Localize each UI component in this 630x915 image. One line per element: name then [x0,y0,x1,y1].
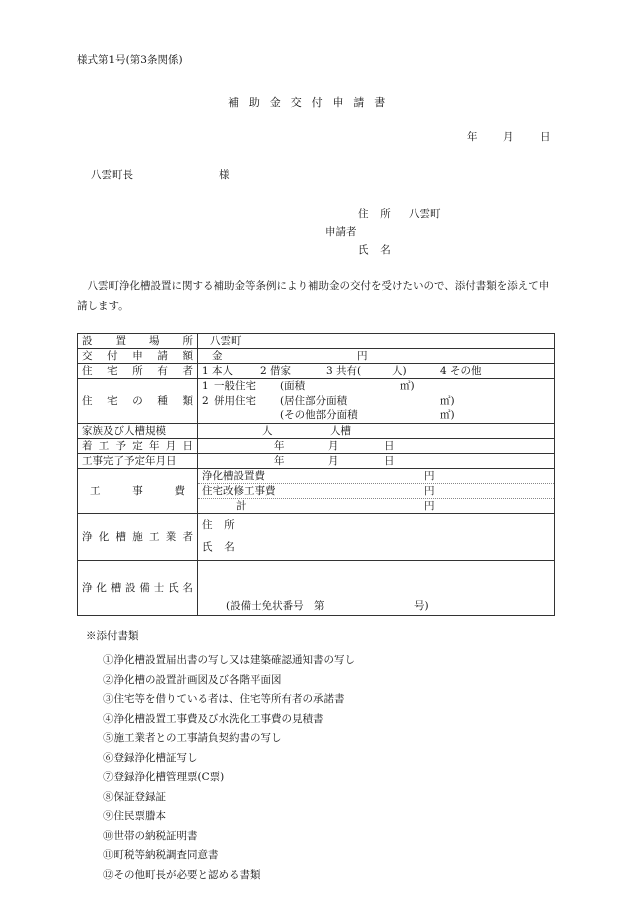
family-field[interactable] [198,424,555,439]
end-date-year: 年 [274,455,285,467]
cost-item-total [198,499,554,513]
house-type-line-1 [202,379,550,394]
row-family [78,424,555,439]
house-type-area-label: (面積 [280,380,306,393]
location-label: 設 置 場 所 [82,335,193,347]
date-month: 月 [503,131,514,143]
attachment-item: ⑧保証登録証 [103,790,166,803]
cost-total-name: 計 [236,500,247,512]
start-date-field[interactable] [198,439,555,454]
engineer-license-mid: 第 [314,600,325,612]
engineer-license-prefix: (設備士免状番号 [226,600,304,612]
house-type-label: 住 宅 の 種 類 [82,395,193,407]
row-end-date [78,454,555,469]
grant-unit: 円 [357,350,368,362]
attachment-item: ④浄化槽設置工事費及び水洗化工事費の見積書 [103,712,324,725]
end-date-field[interactable] [198,454,555,469]
cost-total-unit: 円 [424,500,435,512]
house-type-line-3 [202,408,550,423]
owner-option-4[interactable]: 4 その他 [440,365,482,377]
row-location [78,334,555,349]
row-owner [78,364,555,379]
owner-options[interactable] [198,364,555,379]
attachment-item: ③住宅等を借りている者は、住宅等所有者の承諾書 [103,693,345,705]
attachment-item: ①浄化槽設置届出書の写し又は建築確認通知書の写し [103,654,355,666]
engineer-label: 浄 化 槽 設 備 士 氏 名 [82,582,193,594]
contractor-label: 浄 化 槽 施 工 業 者 [82,531,193,543]
application-table [77,333,555,616]
house-type-residential-area-label: (居住部分面積 [280,394,348,407]
start-date-label: 着 工 予 定 年 月 日 [82,440,193,452]
cost-item-2-unit: 円 [424,485,435,497]
engineer-license-suffix: 号) [414,600,429,612]
grant-amount-label: 交 付 申 請 額 [82,350,193,362]
date-day: 日 [540,131,551,143]
attachment-item: ⑩世帯の納税証明書 [103,829,198,842]
house-type-no-1: 1 [202,380,209,393]
date-year: 年 [467,131,478,143]
end-date-label: 工事完了予定年月日 [78,454,198,469]
addressee-name: 八雲町長 [91,169,133,181]
grant-prefix: 金 [212,350,223,362]
house-type-other-area-label: (その他部分面積 [280,409,358,422]
applicant-address-value: 八雲町 [409,208,441,220]
grant-amount-field[interactable] [198,349,555,364]
owner-option-3[interactable]: 3 共有( [326,365,362,377]
house-type-line-2 [202,394,550,409]
contractor-address-label: 住 所 [202,519,239,531]
addressee-honorific: 様 [219,169,230,181]
cost-label: 工 事 費 [90,485,185,497]
body-text: 八雲町浄化槽設置に関する補助金等条例により補助金の交付を受けたいので、添付書類を添えて申請します。 [77,280,550,312]
applicant-label: 申請者 [325,226,357,238]
cost-field[interactable] [198,469,555,514]
contractor-field[interactable] [198,514,555,561]
attachment-item: ⑤施工業者との工事請負契約書の写し [103,732,282,744]
attachment-item: ⑪町税等納税調査同意書 [103,849,219,861]
form-code: 様式第1号(第3条関係) [77,54,183,66]
start-date-month: 月 [328,440,339,452]
house-type-field[interactable] [198,379,555,424]
family-unit-persons: 人 [262,425,273,437]
end-date-month: 月 [328,455,339,467]
row-house-type [78,379,555,424]
family-unit-tank: 人槽 [330,425,351,437]
owner-option-1[interactable]: 1 本人 [202,365,234,377]
house-type-general[interactable]: 一般住宅 [214,380,256,393]
attachments-title: ※添付書類 [86,630,139,642]
start-date-day: 日 [384,440,395,452]
applicant-name-label: 氏 名 [358,244,395,256]
family-label: 家族及び人槽規模 [78,424,198,439]
house-type-residential-area-unit: ㎡) [440,394,455,407]
attachment-item: ⑥登録浄化槽証写し [103,751,198,764]
house-type-other-area-unit: ㎡) [440,409,455,422]
cost-item-2-name: 住宅改修工事費 [202,485,276,497]
row-start-date [78,439,555,454]
row-engineer [78,561,555,616]
attachment-item: ⑦登録浄化槽管理票(C票) [103,771,225,783]
owner-label: 住 宅 所 有 者 [82,365,193,377]
house-type-no-2: 2 [202,394,209,407]
contractor-name-label: 氏 名 [202,541,239,553]
cost-item-1-name: 浄化槽設置費 [202,470,265,482]
end-date-day: 日 [384,455,395,467]
location-value[interactable]: 八雲町 [198,334,555,349]
applicant-address-label: 住 所 [358,208,395,220]
cost-item-1 [198,469,554,484]
document-title: 補助金交付申請書 [228,96,396,109]
owner-option-2[interactable]: 2 借家 [260,365,292,377]
row-contractor [78,514,555,561]
row-grant-amount [78,349,555,364]
cost-item-2 [198,484,554,499]
start-date-year: 年 [274,440,285,452]
attachment-item: ②浄化槽の設置計画図及び各階平面図 [103,673,282,686]
house-type-mixed[interactable]: 併用住宅 [214,394,256,407]
house-type-area-unit: ㎡) [400,380,415,393]
engineer-field[interactable] [198,561,555,616]
attachments-list [103,651,355,885]
cost-item-1-unit: 円 [424,470,435,482]
row-cost [78,469,555,514]
attachment-item: ⑨住民票謄本 [103,810,166,822]
owner-option-3-close: 人) [392,365,407,377]
attachment-item: ⑫その他町長が必要と認める書類 [103,868,261,881]
